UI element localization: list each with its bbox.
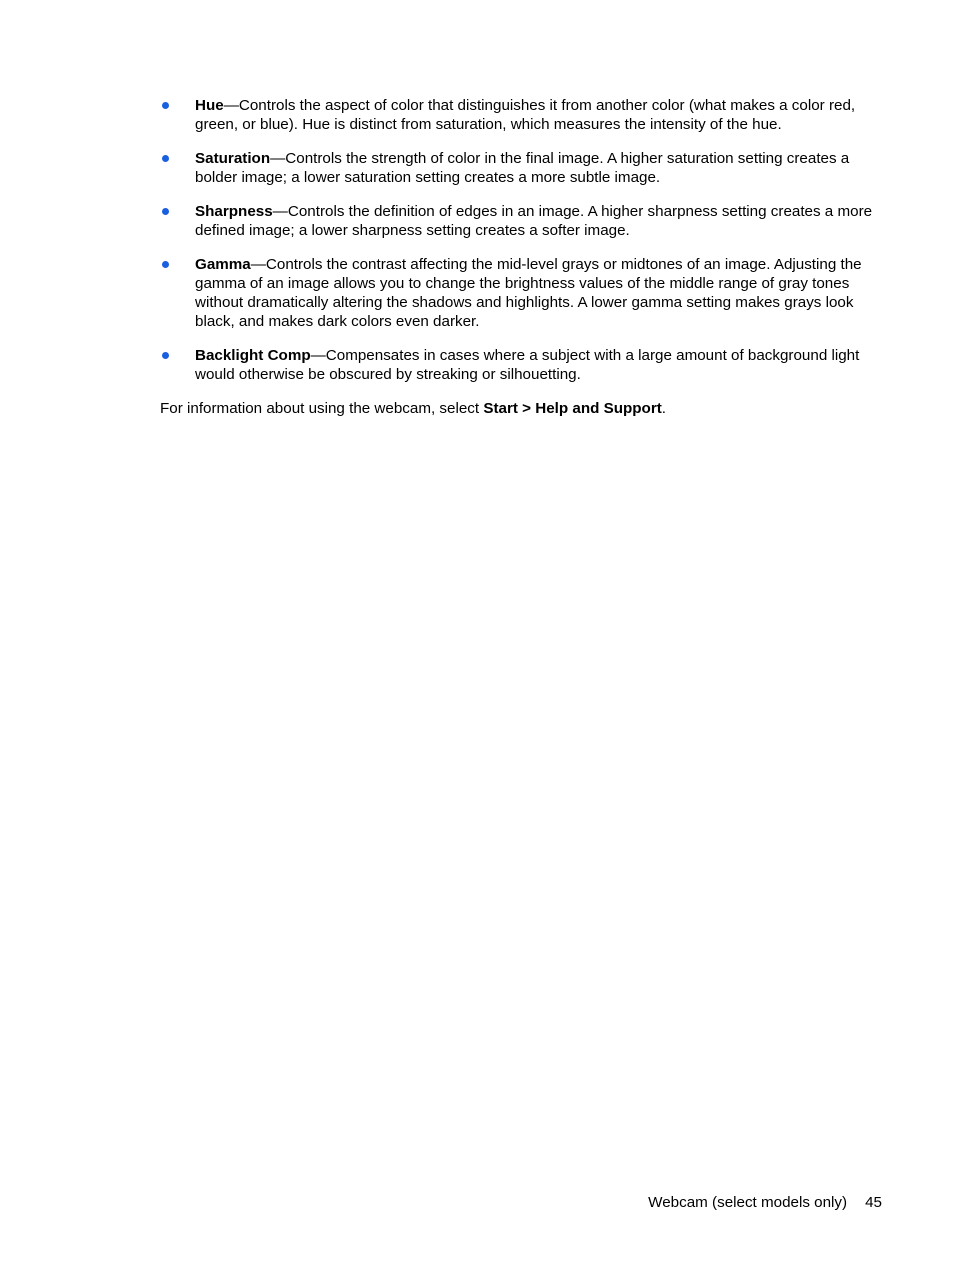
bullet-icon <box>162 352 169 359</box>
description-saturation: —Controls the strength of color in the final image. A higher saturation setting creates a bolder image; a lower saturation setting creates a more subtle image. <box>195 150 850 186</box>
help-info-paragraph <box>160 399 884 418</box>
help-command: Start > Help and Support <box>483 400 662 417</box>
bullet-icon <box>162 208 169 215</box>
term-sharpness: Sharpness <box>195 203 273 220</box>
list-item-gamma <box>160 255 884 331</box>
help-info-prefix: For information about using the webcam, select <box>160 400 484 417</box>
bullet-icon <box>162 261 169 268</box>
list-item-sharpness <box>160 202 884 240</box>
bullet-icon <box>162 155 169 162</box>
term-gamma: Gamma <box>195 256 251 273</box>
list-item-hue <box>160 96 884 134</box>
bullet-icon <box>162 102 169 109</box>
webcam-settings-list <box>160 96 884 399</box>
term-backlight-comp: Backlight Comp <box>195 347 311 364</box>
list-item-backlight-comp <box>160 346 884 384</box>
page-footer <box>648 1193 882 1212</box>
term-hue: Hue <box>195 97 224 114</box>
help-info-suffix: . <box>661 400 667 417</box>
page-number: 45 <box>865 1194 882 1211</box>
description-backlight-comp: —Compensates in cases where a subject with a large amount of background light would otherwise be obscured by streaking or silhouetting. <box>195 347 860 383</box>
description-hue: —Controls the aspect of color that distinguishes it from another color (what makes a color red, green, or blue). Hue is distinct from saturation, which measures the intensity of the hue. <box>195 97 856 133</box>
description-sharpness: —Controls the definition of edges in an image. A higher sharpness setting creates a more defined image; a lower sharpness setting creates a softer image. <box>195 203 873 239</box>
description-gamma: —Controls the contrast affecting the mid-level grays or midtones of an image. Adjusting the gamma of an image allows you to change the brightness values of the middle range of gray tones without dramatically altering the shadows and highlights. A lower gamma setting makes grays look black, and makes dark colors even darker. <box>195 256 862 330</box>
term-saturation: Saturation <box>195 150 271 167</box>
list-item-saturation <box>160 149 884 187</box>
footer-section-title: Webcam (select models only) <box>648 1194 848 1211</box>
